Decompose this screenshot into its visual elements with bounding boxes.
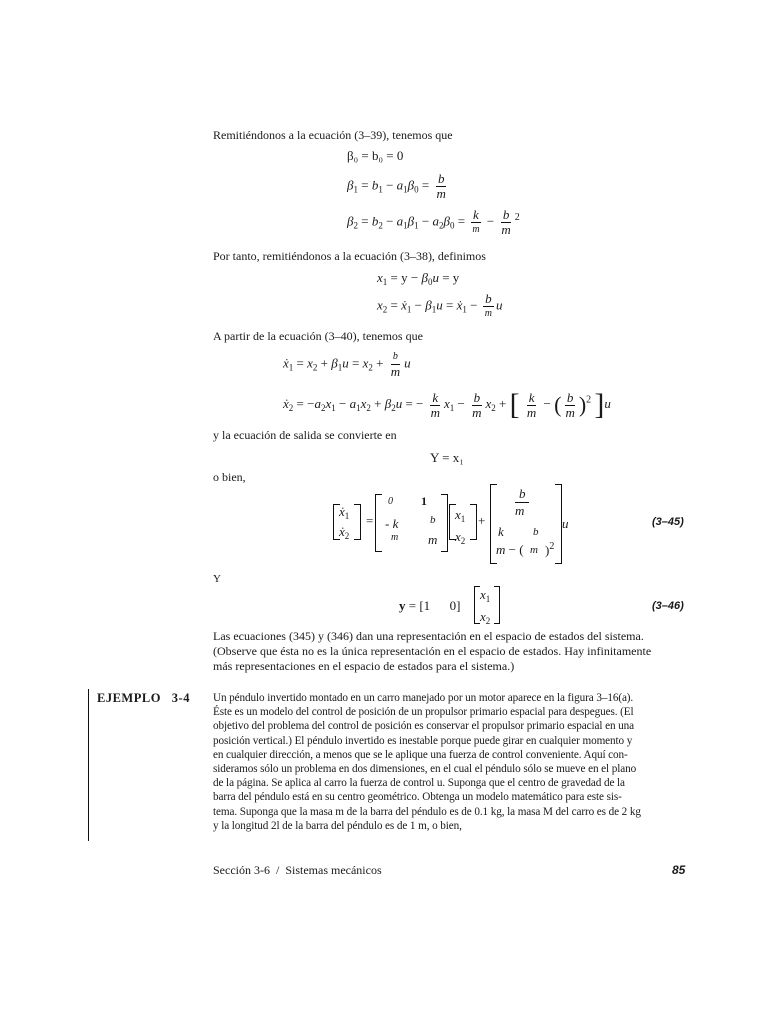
equation-number-345: (3–45) — [652, 516, 684, 528]
equation-x2dot: ẋ$_2$ = $-a_2x_1 - a_1x_2 + \beta_2u$ = − $\frac{k}{m}$ $x_1$ − $\frac{b}{m}$ $x_2$ + [ $\frac{k}{m}$ − ( $\frac{b}{m}$ )$^2$ ]u — [283, 388, 611, 421]
intro-text-4: y la ecuación de salida se convierte en — [213, 428, 397, 442]
ejemplo-line: en cualquier dirección, a menos que se le aplique una fuerza de control conveniente. Aquí con- — [213, 748, 628, 761]
paragraph-line-1: Las ecuaciones (345) y (346) dan una representación en el espacio de estados del sistema. — [213, 629, 644, 643]
page-number: 85 — [672, 863, 686, 877]
paragraph-line-3: más representaciones en el espacio de estados para el sistema.) — [213, 659, 515, 673]
ejemplo-line: posición vertical.) El péndulo invertido es inestable porque puede girar en cualquier momento y — [213, 734, 633, 747]
equation-beta2: $\beta_2 = b_2 - a_1\beta_1 - a_2\beta_0$ = $\frac{k}{m}$ − $\frac{b}{m}$ $^2$ — [347, 207, 520, 237]
ejemplo-rule — [88, 689, 89, 841]
intro-text-2: Por tanto, remitiéndonos a la ecuación (3–38), definimos — [213, 249, 486, 263]
equation-x1dot: ẋ$_1$ = $x_2 + \beta_1u = x_2$ + $\frac{b}{m}$ u — [283, 351, 411, 379]
ejemplo-label: EJEMPLO 3-4 — [97, 691, 190, 705]
equation-x2-def: $x_2$ = ẋ$_1$ − $\beta_1u$ = ẋ$_1$ − $\frac{b}{m}$ u — [377, 291, 503, 319]
footer-section-title: Sección 3-6 / Sistemas mecánicos — [213, 863, 382, 877]
intro-text-1: Remitiéndonos a la ecuación (3–39), tenemos que — [213, 128, 453, 142]
ejemplo-line: Un péndulo invertido montado en un carro manejado por un motor aparece en la figura 3–16(a). — [213, 692, 634, 704]
state-matrix-equation: ẋ$_1$ ẋ$_2$ = 0 1 - k m b m $x_1$ $x_2$ + b m k m − ( b m )$^2$ u — [333, 486, 633, 562]
ejemplo-line: sideramos sólo un problema en dos dimensiones, en el cual el péndulo sólo se mueve en el plano — [213, 763, 637, 776]
paragraph-line-2: (Observe que ésta no es la única representación en el espacio de estados. Hay infinitamente — [213, 644, 652, 658]
ejemplo-body — [213, 691, 689, 833]
output-equation: Y = x₁ — [430, 450, 464, 465]
output-state-vector: $x_1$ $x_2$ — [474, 586, 504, 626]
equation-beta0: β₀ = b₀ = 0 — [347, 148, 404, 163]
ejemplo-line: de la página. Se aplica al carro la fuerza de control u. Suponga que el centro de gravedad de la — [213, 777, 625, 790]
ejemplo-line: tema. Suponga que la masa m de la barra del péndulo es de 0.1 kg, la masa M del carro es de 2 kg — [213, 805, 641, 818]
ejemplo-line: barra del péndulo está en su centro geométrico. Obtenga un modelo matemático para este sis- — [213, 791, 622, 804]
equation-beta1: $\beta_1 = b_1 - a_1\beta_0$ = $\frac{b}{m}$ — [347, 171, 446, 201]
obien-text: o bien, — [213, 470, 246, 484]
ejemplo-line: objetivo del problema del control de posición es conservar el propulsor primario espacial en una — [213, 720, 634, 733]
equation-number-346: (3–46) — [652, 600, 684, 612]
output-matrix-equation: y = [1 0] — [399, 598, 461, 613]
ejemplo-line: y la longitud 2l de la barra del péndulo es de 1 m, o bien, — [213, 819, 462, 832]
y-label: Y — [213, 573, 221, 585]
ejemplo-line: Éste es un modelo del control de posición de un propulsor primario espacial para despegues. (El — [213, 706, 634, 719]
intro-text-3: A partir de la ecuación (3–40), tenemos que — [213, 329, 423, 343]
equation-x1-def: $x_1 = y - \beta_0u = y$ — [377, 270, 460, 287]
